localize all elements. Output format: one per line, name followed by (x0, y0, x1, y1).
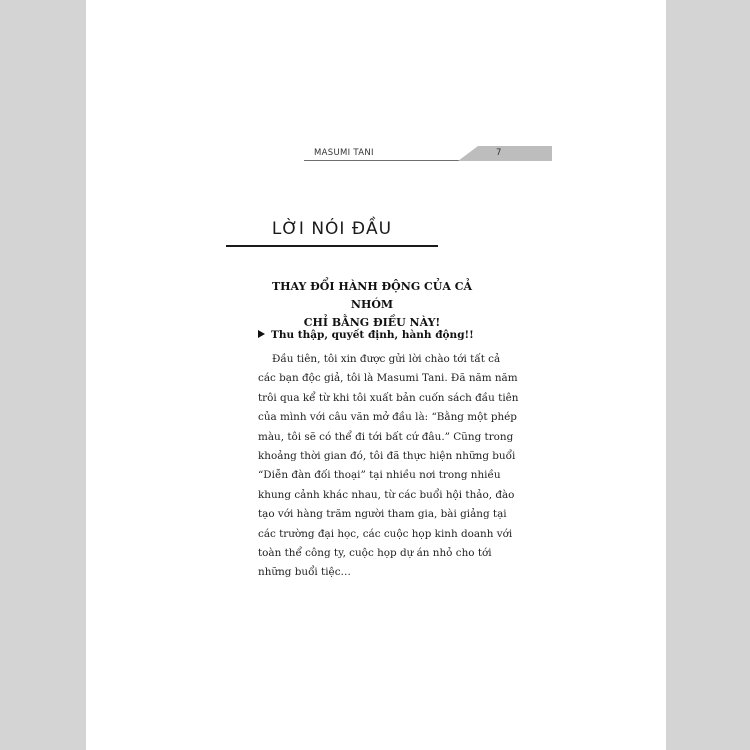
subtitle-line: THAY ĐỔI HÀNH ĐỘNG CỦA CẢ NHÓM (271, 280, 473, 311)
body-line: toàn thể công ty, cuộc họp dự án nhỏ cho tới (258, 547, 492, 560)
subtitle-line: CHỈ BẰNG ĐIỀU NÀY! (303, 316, 441, 329)
body-line: khoảng thời gian đó, tôi đã thực hiện những buổi (258, 450, 516, 463)
title-underline (226, 245, 438, 247)
body-line: tạo với hàng trăm người tham gia, bài giảng tại (258, 508, 507, 521)
body-line: khung cảnh khác nhau, từ các buổi hội thảo, đào (258, 488, 515, 501)
chapter-subtitle (256, 278, 488, 332)
body-line: những buổi tiệc… (258, 566, 351, 579)
page-number: 7 (496, 148, 502, 158)
page-number-tab (458, 146, 552, 161)
body-line: các bạn độc giả, tôi là Masumi Tani. Đã năm năm (258, 372, 518, 385)
body-paragraph (258, 350, 519, 583)
body-line: các trường đại học, các cuộc họp kinh doanh với (258, 527, 513, 540)
body-line: trôi qua kể từ khi tôi xuất bản cuốn sách đầu tiên (258, 391, 519, 404)
header-rule (304, 160, 478, 161)
body-line: màu, tôi sẽ có thể đi tới bất cứ đâu.” Cũng trong (258, 430, 514, 443)
running-header-author: MASUMI TANI (314, 148, 374, 158)
body-line: của mình với câu văn mở đầu là: “Bằng một phép (258, 411, 517, 424)
chapter-title: LỜI NÓI ĐẦU (271, 219, 393, 239)
running-header (304, 146, 552, 161)
section-heading-text: Thu thập, quyết định, hành động!! (271, 329, 474, 341)
section-heading (258, 329, 498, 341)
triangle-bullet-icon (258, 330, 265, 338)
body-line: “Diễn đàn đối thoại” tại nhiều nơi trong nhiều (258, 469, 501, 482)
body-line: Đầu tiên, tôi xin được gửi lời chào tới tất cả (272, 353, 501, 365)
